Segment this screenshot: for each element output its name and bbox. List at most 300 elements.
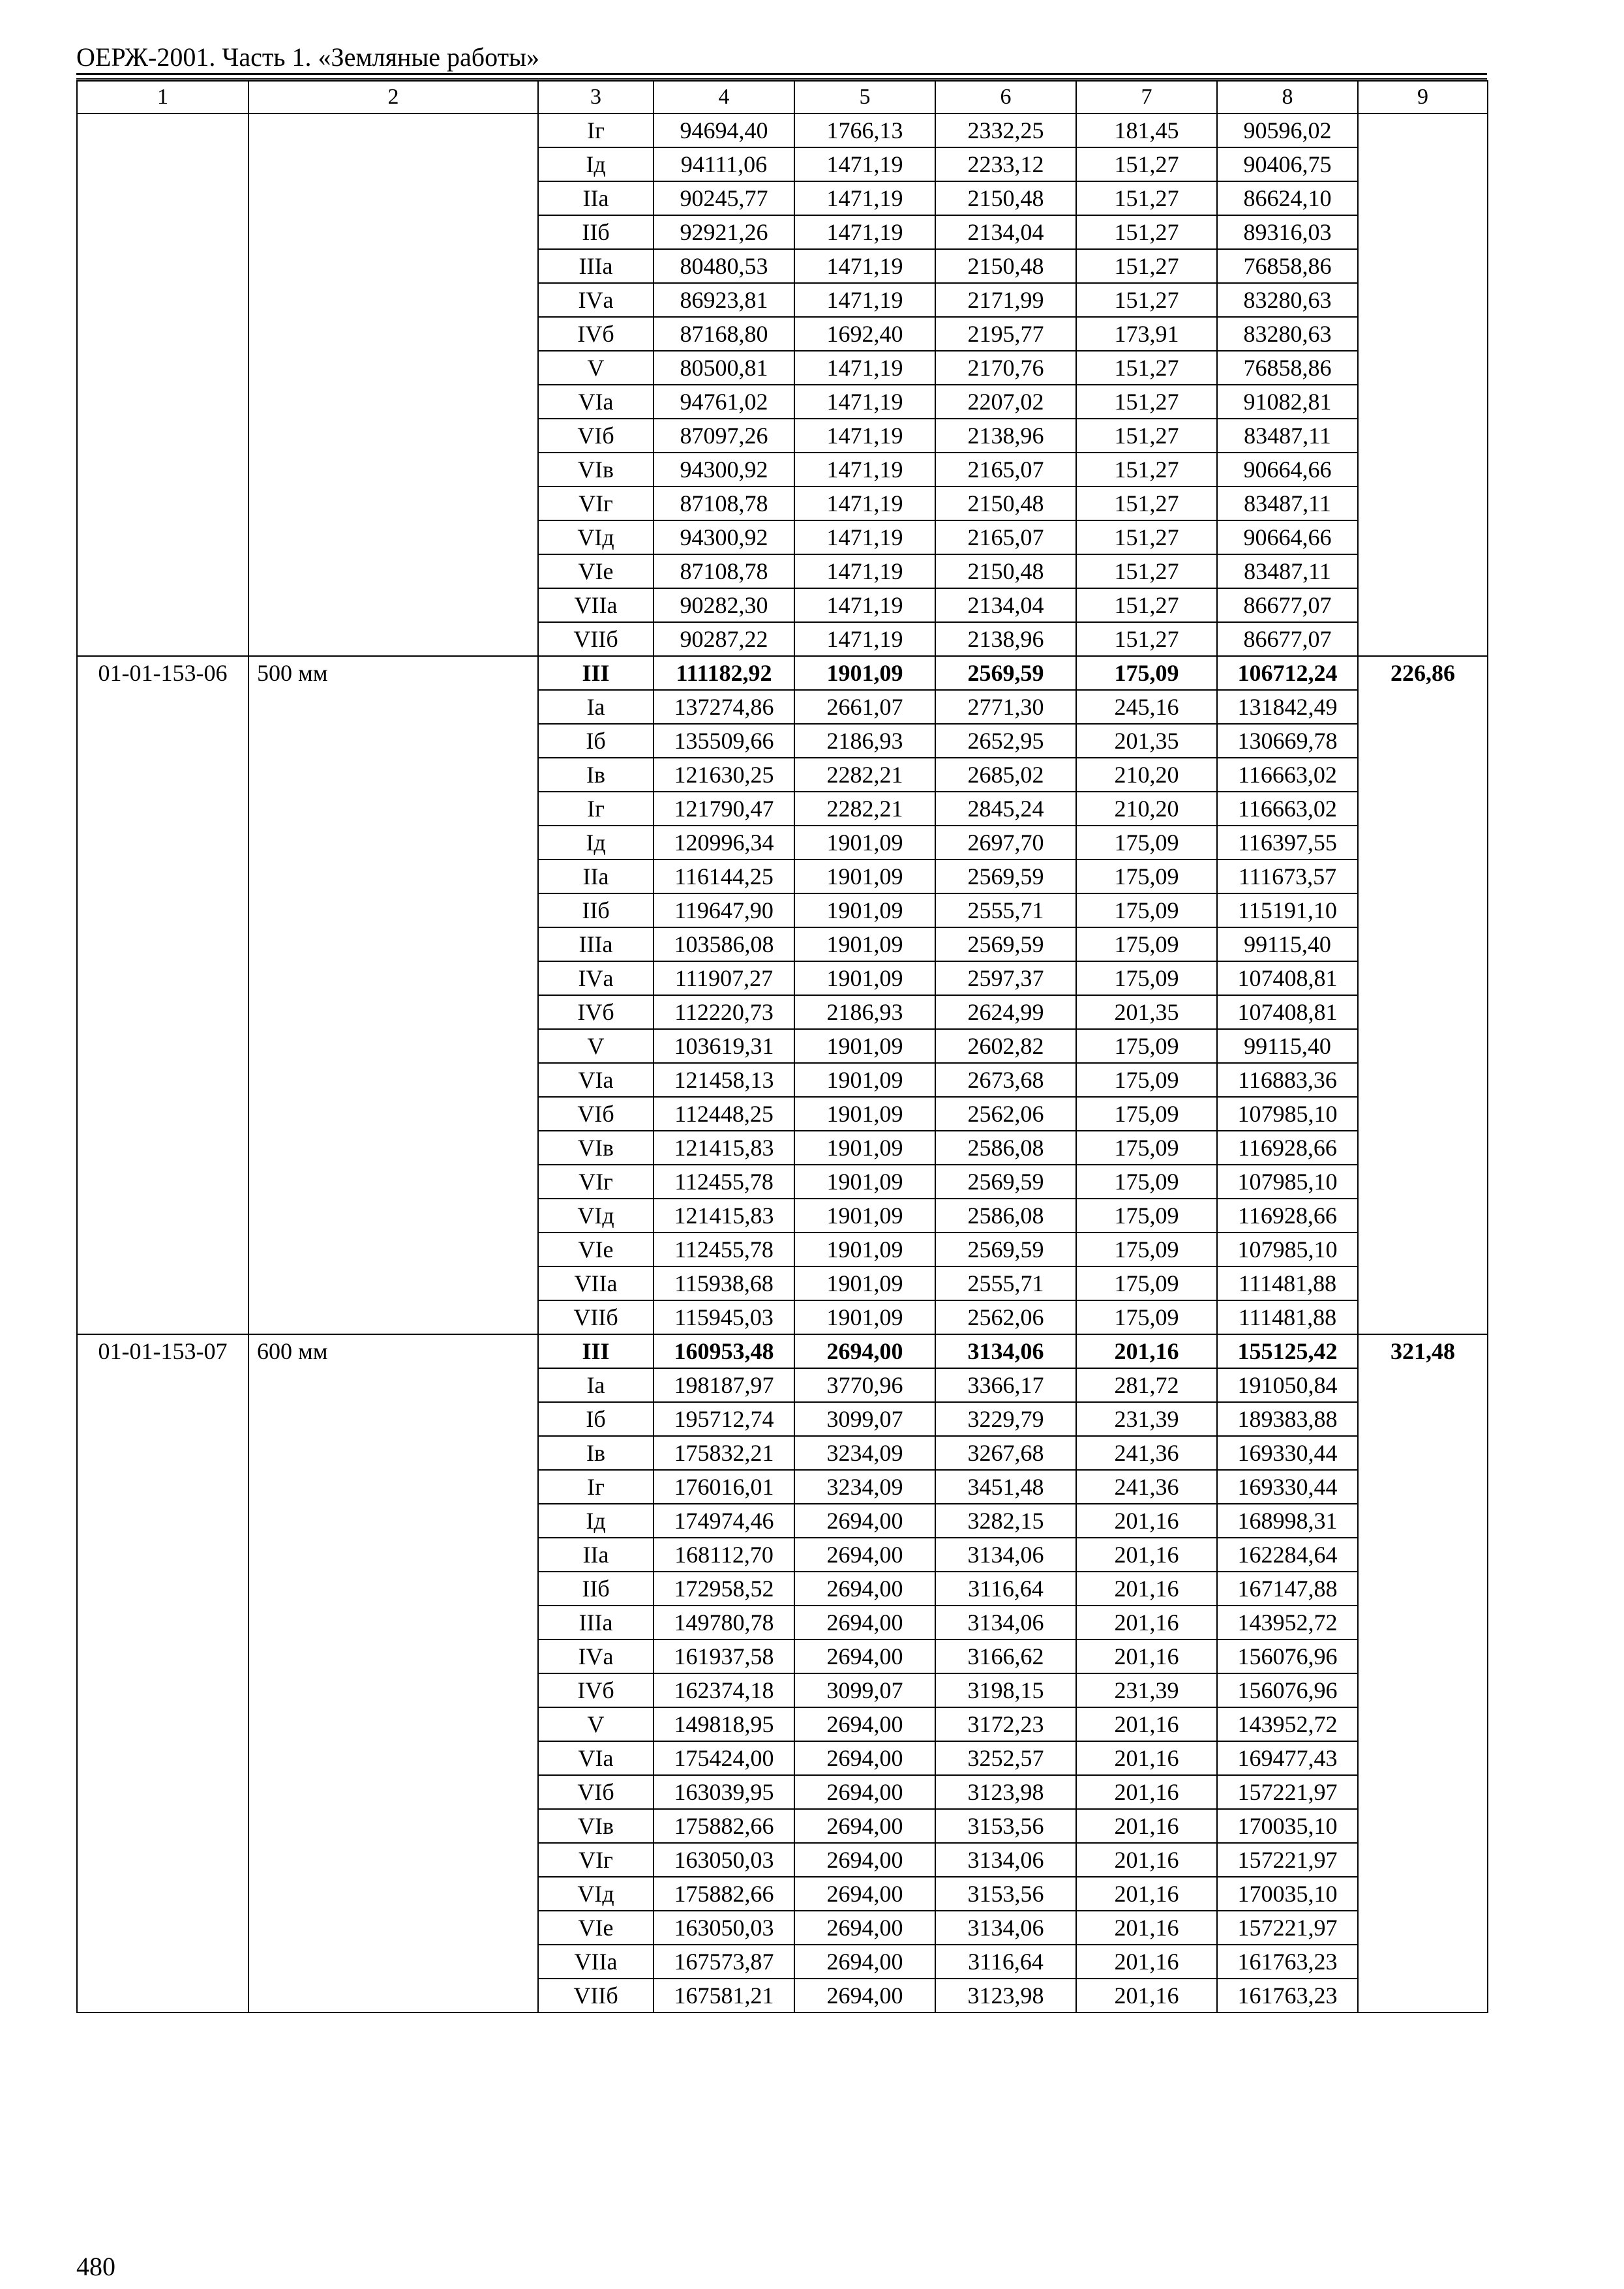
machine-cost-cell: 2555,71 xyxy=(935,893,1076,927)
direct-cost-cell: 175882,66 xyxy=(654,1877,794,1911)
table-row xyxy=(77,1334,1488,1368)
machine-cost-cell: 3123,98 xyxy=(935,1775,1076,1809)
direct-cost-cell: 94300,92 xyxy=(654,520,794,554)
materials-cell: 90664,66 xyxy=(1217,520,1358,554)
machine-cost-cell: 3134,06 xyxy=(935,1538,1076,1572)
materials-cell: 143952,72 xyxy=(1217,1707,1358,1741)
materials-cell: 99115,40 xyxy=(1217,1029,1358,1063)
machinist-wages-cell: 201,35 xyxy=(1076,724,1217,758)
wages-cell: 2186,93 xyxy=(794,995,935,1029)
materials-cell: 116928,66 xyxy=(1217,1199,1358,1233)
wages-cell: 1471,19 xyxy=(794,520,935,554)
materials-cell: 130669,78 xyxy=(1217,724,1358,758)
machine-cost-cell: 3198,15 xyxy=(935,1673,1076,1707)
wages-cell: 1766,13 xyxy=(794,113,935,147)
direct-cost-cell: 121458,13 xyxy=(654,1063,794,1097)
direct-cost-cell: 87108,78 xyxy=(654,486,794,520)
direct-cost-cell: 112448,25 xyxy=(654,1097,794,1131)
wages-cell: 1901,09 xyxy=(794,1266,935,1300)
machine-cost-cell: 2138,96 xyxy=(935,419,1076,453)
soil-group-cell: VIг xyxy=(538,1165,654,1199)
direct-cost-cell: 174974,46 xyxy=(654,1504,794,1538)
machine-cost-cell: 2171,99 xyxy=(935,283,1076,317)
machinist-wages-cell: 175,09 xyxy=(1076,1029,1217,1063)
column-number: 7 xyxy=(1076,81,1217,113)
wages-cell: 1471,19 xyxy=(794,588,935,622)
direct-cost-cell: 115938,68 xyxy=(654,1266,794,1300)
rate-total-cell: 321,48 xyxy=(1358,1334,1488,2012)
soil-group-cell: IIа xyxy=(538,1538,654,1572)
materials-cell: 90406,75 xyxy=(1217,147,1358,181)
soil-group-cell: Iг xyxy=(538,1470,654,1504)
machine-cost-cell: 2233,12 xyxy=(935,147,1076,181)
materials-cell: 131842,49 xyxy=(1217,690,1358,724)
machine-cost-cell: 2562,06 xyxy=(935,1300,1076,1334)
wages-cell: 3099,07 xyxy=(794,1673,935,1707)
machinist-wages-cell: 173,91 xyxy=(1076,317,1217,351)
direct-cost-cell: 90287,22 xyxy=(654,622,794,656)
materials-cell: 86677,07 xyxy=(1217,588,1358,622)
direct-cost-cell: 94111,06 xyxy=(654,147,794,181)
direct-cost-cell: 176016,01 xyxy=(654,1470,794,1504)
soil-group-cell: IIа xyxy=(538,181,654,215)
machine-cost-cell: 3172,23 xyxy=(935,1707,1076,1741)
page-header-title: ОЕРЖ-2001. Часть 1. «Земляные работы» xyxy=(76,42,539,72)
direct-cost-cell: 121790,47 xyxy=(654,792,794,826)
direct-cost-cell: 120996,34 xyxy=(654,826,794,860)
machinist-wages-cell: 201,16 xyxy=(1076,1911,1217,1945)
machine-cost-cell: 2207,02 xyxy=(935,385,1076,419)
machine-cost-cell: 2555,71 xyxy=(935,1266,1076,1300)
materials-cell: 157221,97 xyxy=(1217,1911,1358,1945)
wages-cell: 1471,19 xyxy=(794,385,935,419)
materials-cell: 143952,72 xyxy=(1217,1606,1358,1639)
rate-total-cell: 226,86 xyxy=(1358,656,1488,1334)
materials-cell: 116663,02 xyxy=(1217,792,1358,826)
machinist-wages-cell: 175,09 xyxy=(1076,1300,1217,1334)
soil-group-cell: III xyxy=(538,656,654,690)
machinist-wages-cell: 241,36 xyxy=(1076,1436,1217,1470)
wages-cell: 1471,19 xyxy=(794,283,935,317)
wages-cell: 1471,19 xyxy=(794,486,935,520)
machinist-wages-cell: 201,16 xyxy=(1076,1741,1217,1775)
wages-cell: 1901,09 xyxy=(794,1097,935,1131)
wages-cell: 1471,19 xyxy=(794,181,935,215)
header-rule-bottom xyxy=(76,78,1487,80)
soil-group-cell: Iа xyxy=(538,690,654,724)
soil-group-cell: Iд xyxy=(538,826,654,860)
materials-cell: 116663,02 xyxy=(1217,758,1358,792)
materials-cell: 107985,10 xyxy=(1217,1233,1358,1266)
machinist-wages-cell: 281,72 xyxy=(1076,1368,1217,1402)
wages-cell: 2694,00 xyxy=(794,1504,935,1538)
materials-cell: 111673,57 xyxy=(1217,860,1358,893)
wages-cell: 1901,09 xyxy=(794,860,935,893)
direct-cost-cell: 90245,77 xyxy=(654,181,794,215)
machine-cost-cell: 3116,64 xyxy=(935,1945,1076,1979)
direct-cost-cell: 175832,21 xyxy=(654,1436,794,1470)
soil-group-cell: IIIа xyxy=(538,249,654,283)
materials-cell: 83487,11 xyxy=(1217,554,1358,588)
direct-cost-cell: 112220,73 xyxy=(654,995,794,1029)
machine-cost-cell: 2195,77 xyxy=(935,317,1076,351)
machine-cost-cell: 3153,56 xyxy=(935,1877,1076,1911)
materials-cell: 76858,86 xyxy=(1217,249,1358,283)
machine-cost-cell: 3153,56 xyxy=(935,1809,1076,1843)
machine-cost-cell: 2170,76 xyxy=(935,351,1076,385)
machine-cost-cell: 2697,70 xyxy=(935,826,1076,860)
soil-group-cell: VIв xyxy=(538,1131,654,1165)
soil-group-cell: VIIа xyxy=(538,588,654,622)
machine-cost-cell: 2150,48 xyxy=(935,554,1076,588)
machine-cost-cell: 2602,82 xyxy=(935,1029,1076,1063)
soil-group-cell: VIа xyxy=(538,385,654,419)
page-number: 480 xyxy=(76,2252,115,2281)
rate-name-cell xyxy=(248,113,538,656)
direct-cost-cell: 94761,02 xyxy=(654,385,794,419)
direct-cost-cell: 80480,53 xyxy=(654,249,794,283)
wages-cell: 2694,00 xyxy=(794,1572,935,1606)
soil-group-cell: Iб xyxy=(538,724,654,758)
table-body xyxy=(77,113,1488,2012)
materials-cell: 90664,66 xyxy=(1217,453,1358,486)
materials-cell: 107408,81 xyxy=(1217,961,1358,995)
soil-group-cell: VIе xyxy=(538,554,654,588)
machine-cost-cell: 2332,25 xyxy=(935,113,1076,147)
wages-cell: 1901,09 xyxy=(794,826,935,860)
machinist-wages-cell: 201,16 xyxy=(1076,1843,1217,1877)
materials-cell: 99115,40 xyxy=(1217,927,1358,961)
column-number: 6 xyxy=(935,81,1076,113)
machine-cost-cell: 2673,68 xyxy=(935,1063,1076,1097)
machine-cost-cell: 2685,02 xyxy=(935,758,1076,792)
machine-cost-cell: 2150,48 xyxy=(935,249,1076,283)
wages-cell: 2694,00 xyxy=(794,1775,935,1809)
machinist-wages-cell: 151,27 xyxy=(1076,486,1217,520)
direct-cost-cell: 87108,78 xyxy=(654,554,794,588)
wages-cell: 2694,00 xyxy=(794,1877,935,1911)
soil-group-cell: IIа xyxy=(538,860,654,893)
materials-cell: 83280,63 xyxy=(1217,317,1358,351)
wages-cell: 3770,96 xyxy=(794,1368,935,1402)
soil-group-cell: Iд xyxy=(538,1504,654,1538)
direct-cost-cell: 111907,27 xyxy=(654,961,794,995)
table-row xyxy=(77,656,1488,690)
soil-group-cell: VIд xyxy=(538,1199,654,1233)
wages-cell: 2694,00 xyxy=(794,1843,935,1877)
wages-cell: 3234,09 xyxy=(794,1436,935,1470)
wages-cell: 1901,09 xyxy=(794,1233,935,1266)
wages-cell: 2694,00 xyxy=(794,1945,935,1979)
machinist-wages-cell: 181,45 xyxy=(1076,113,1217,147)
machinist-wages-cell: 201,16 xyxy=(1076,1877,1217,1911)
direct-cost-cell: 86923,81 xyxy=(654,283,794,317)
machinist-wages-cell: 151,27 xyxy=(1076,351,1217,385)
soil-group-cell: VIIа xyxy=(538,1266,654,1300)
machine-cost-cell: 2569,59 xyxy=(935,656,1076,690)
soil-group-cell: VIе xyxy=(538,1233,654,1266)
soil-group-cell: Iг xyxy=(538,113,654,147)
direct-cost-cell: 87168,80 xyxy=(654,317,794,351)
rate-name-cell: 500 мм xyxy=(248,656,538,1334)
materials-cell: 83487,11 xyxy=(1217,486,1358,520)
wages-cell: 1901,09 xyxy=(794,1165,935,1199)
machinist-wages-cell: 175,09 xyxy=(1076,1233,1217,1266)
wages-cell: 1471,19 xyxy=(794,249,935,283)
cost-table xyxy=(76,80,1488,2013)
direct-cost-cell: 135509,66 xyxy=(654,724,794,758)
direct-cost-cell: 90282,30 xyxy=(654,588,794,622)
direct-cost-cell: 80500,81 xyxy=(654,351,794,385)
machinist-wages-cell: 175,09 xyxy=(1076,1266,1217,1300)
wages-cell: 1471,19 xyxy=(794,453,935,486)
wages-cell: 2661,07 xyxy=(794,690,935,724)
machine-cost-cell: 3116,64 xyxy=(935,1572,1076,1606)
machinist-wages-cell: 201,16 xyxy=(1076,1809,1217,1843)
wages-cell: 1901,09 xyxy=(794,1199,935,1233)
machine-cost-cell: 2586,08 xyxy=(935,1131,1076,1165)
machine-cost-cell: 3229,79 xyxy=(935,1402,1076,1436)
machinist-wages-cell: 241,36 xyxy=(1076,1470,1217,1504)
wages-cell: 2282,21 xyxy=(794,792,935,826)
machinist-wages-cell: 151,27 xyxy=(1076,147,1217,181)
machine-cost-cell: 2150,48 xyxy=(935,486,1076,520)
machine-cost-cell: 2569,59 xyxy=(935,927,1076,961)
soil-group-cell: IVб xyxy=(538,1673,654,1707)
wages-cell: 1901,09 xyxy=(794,1131,935,1165)
soil-group-cell: VIд xyxy=(538,1877,654,1911)
soil-group-cell: VIг xyxy=(538,486,654,520)
table-header xyxy=(77,81,1488,113)
column-number: 9 xyxy=(1358,81,1488,113)
direct-cost-cell: 167573,87 xyxy=(654,1945,794,1979)
direct-cost-cell: 175882,66 xyxy=(654,1809,794,1843)
machine-cost-cell: 2652,95 xyxy=(935,724,1076,758)
direct-cost-cell: 160953,48 xyxy=(654,1334,794,1368)
materials-cell: 83487,11 xyxy=(1217,419,1358,453)
machine-cost-cell: 2624,99 xyxy=(935,995,1076,1029)
wages-cell: 1471,19 xyxy=(794,351,935,385)
soil-group-cell: VIв xyxy=(538,1809,654,1843)
machinist-wages-cell: 201,35 xyxy=(1076,995,1217,1029)
direct-cost-cell: 121415,83 xyxy=(654,1199,794,1233)
soil-group-cell: IIб xyxy=(538,1572,654,1606)
direct-cost-cell: 163050,03 xyxy=(654,1911,794,1945)
soil-group-cell: V xyxy=(538,351,654,385)
machine-cost-cell: 2569,59 xyxy=(935,860,1076,893)
materials-cell: 161763,23 xyxy=(1217,1945,1358,1979)
soil-group-cell: V xyxy=(538,1707,654,1741)
wages-cell: 1901,09 xyxy=(794,1029,935,1063)
wages-cell: 1901,09 xyxy=(794,1063,935,1097)
wages-cell: 1471,19 xyxy=(794,622,935,656)
machinist-wages-cell: 151,27 xyxy=(1076,181,1217,215)
materials-cell: 90596,02 xyxy=(1217,113,1358,147)
machinist-wages-cell: 245,16 xyxy=(1076,690,1217,724)
machinist-wages-cell: 201,16 xyxy=(1076,1572,1217,1606)
machinist-wages-cell: 175,09 xyxy=(1076,656,1217,690)
machine-cost-cell: 3134,06 xyxy=(935,1334,1076,1368)
materials-cell: 107985,10 xyxy=(1217,1165,1358,1199)
direct-cost-cell: 161937,58 xyxy=(654,1639,794,1673)
machinist-wages-cell: 175,09 xyxy=(1076,1165,1217,1199)
machine-cost-cell: 3166,62 xyxy=(935,1639,1076,1673)
wages-cell: 2694,00 xyxy=(794,1707,935,1741)
direct-cost-cell: 112455,78 xyxy=(654,1233,794,1266)
machine-cost-cell: 3252,57 xyxy=(935,1741,1076,1775)
machinist-wages-cell: 151,27 xyxy=(1076,453,1217,486)
soil-group-cell: VIа xyxy=(538,1063,654,1097)
direct-cost-cell: 121415,83 xyxy=(654,1131,794,1165)
soil-group-cell: IVа xyxy=(538,961,654,995)
machinist-wages-cell: 201,16 xyxy=(1076,1707,1217,1741)
wages-cell: 2694,00 xyxy=(794,1606,935,1639)
machinist-wages-cell: 231,39 xyxy=(1076,1402,1217,1436)
machine-cost-cell: 3134,06 xyxy=(935,1843,1076,1877)
direct-cost-cell: 198187,97 xyxy=(654,1368,794,1402)
direct-cost-cell: 94300,92 xyxy=(654,453,794,486)
wages-cell: 1901,09 xyxy=(794,1300,935,1334)
machinist-wages-cell: 175,09 xyxy=(1076,927,1217,961)
soil-group-cell: Iв xyxy=(538,1436,654,1470)
machine-cost-cell: 2771,30 xyxy=(935,690,1076,724)
machine-cost-cell: 2138,96 xyxy=(935,622,1076,656)
direct-cost-cell: 167581,21 xyxy=(654,1979,794,2012)
soil-group-cell: VIа xyxy=(538,1741,654,1775)
soil-group-cell: Iа xyxy=(538,1368,654,1402)
soil-group-cell: VIIб xyxy=(538,1979,654,2012)
materials-cell: 115191,10 xyxy=(1217,893,1358,927)
machinist-wages-cell: 231,39 xyxy=(1076,1673,1217,1707)
soil-group-cell: IIб xyxy=(538,893,654,927)
soil-group-cell: VIIа xyxy=(538,1945,654,1979)
wages-cell: 2186,93 xyxy=(794,724,935,758)
machinist-wages-cell: 151,27 xyxy=(1076,588,1217,622)
wages-cell: 3234,09 xyxy=(794,1470,935,1504)
materials-cell: 155125,42 xyxy=(1217,1334,1358,1368)
direct-cost-cell: 116144,25 xyxy=(654,860,794,893)
machine-cost-cell: 3267,68 xyxy=(935,1436,1076,1470)
machinist-wages-cell: 151,27 xyxy=(1076,249,1217,283)
machinist-wages-cell: 151,27 xyxy=(1076,215,1217,249)
materials-cell: 170035,10 xyxy=(1217,1877,1358,1911)
wages-cell: 1692,40 xyxy=(794,317,935,351)
materials-cell: 168998,31 xyxy=(1217,1504,1358,1538)
materials-cell: 116883,36 xyxy=(1217,1063,1358,1097)
wages-cell: 2694,00 xyxy=(794,1741,935,1775)
machinist-wages-cell: 201,16 xyxy=(1076,1606,1217,1639)
soil-group-cell: VIб xyxy=(538,1775,654,1809)
machinist-wages-cell: 175,09 xyxy=(1076,1063,1217,1097)
direct-cost-cell: 149818,95 xyxy=(654,1707,794,1741)
materials-cell: 170035,10 xyxy=(1217,1809,1358,1843)
machinist-wages-cell: 201,16 xyxy=(1076,1639,1217,1673)
wages-cell: 1471,19 xyxy=(794,554,935,588)
materials-cell: 162284,64 xyxy=(1217,1538,1358,1572)
soil-group-cell: V xyxy=(538,1029,654,1063)
machine-cost-cell: 3134,06 xyxy=(935,1606,1076,1639)
soil-group-cell: Iг xyxy=(538,792,654,826)
rate-code-cell: 01-01-153-06 xyxy=(77,656,248,1334)
soil-group-cell: Iб xyxy=(538,1402,654,1436)
column-number: 3 xyxy=(538,81,654,113)
materials-cell: 156076,96 xyxy=(1217,1673,1358,1707)
column-number-row xyxy=(77,81,1488,113)
soil-group-cell: IVа xyxy=(538,1639,654,1673)
rate-total-cell xyxy=(1358,113,1488,656)
machine-cost-cell: 3134,06 xyxy=(935,1911,1076,1945)
rate-name-cell: 600 мм xyxy=(248,1334,538,2012)
direct-cost-cell: 92921,26 xyxy=(654,215,794,249)
machine-cost-cell: 2569,59 xyxy=(935,1233,1076,1266)
soil-group-cell: VIб xyxy=(538,1097,654,1131)
machine-cost-cell: 2134,04 xyxy=(935,215,1076,249)
machinist-wages-cell: 175,09 xyxy=(1076,961,1217,995)
materials-cell: 189383,88 xyxy=(1217,1402,1358,1436)
direct-cost-cell: 175424,00 xyxy=(654,1741,794,1775)
direct-cost-cell: 115945,03 xyxy=(654,1300,794,1334)
machinist-wages-cell: 201,16 xyxy=(1076,1775,1217,1809)
machinist-wages-cell: 201,16 xyxy=(1076,1979,1217,2012)
materials-cell: 107408,81 xyxy=(1217,995,1358,1029)
machinist-wages-cell: 175,09 xyxy=(1076,893,1217,927)
soil-group-cell: VIд xyxy=(538,520,654,554)
direct-cost-cell: 163050,03 xyxy=(654,1843,794,1877)
column-number: 2 xyxy=(248,81,538,113)
soil-group-cell: VIе xyxy=(538,1911,654,1945)
materials-cell: 156076,96 xyxy=(1217,1639,1358,1673)
wages-cell: 2282,21 xyxy=(794,758,935,792)
wages-cell: 2694,00 xyxy=(794,1334,935,1368)
materials-cell: 169330,44 xyxy=(1217,1470,1358,1504)
materials-cell: 157221,97 xyxy=(1217,1775,1358,1809)
direct-cost-cell: 103619,31 xyxy=(654,1029,794,1063)
machine-cost-cell: 2165,07 xyxy=(935,520,1076,554)
materials-cell: 111481,88 xyxy=(1217,1266,1358,1300)
column-number: 4 xyxy=(654,81,794,113)
machine-cost-cell: 2150,48 xyxy=(935,181,1076,215)
machinist-wages-cell: 175,09 xyxy=(1076,1199,1217,1233)
machine-cost-cell: 3451,48 xyxy=(935,1470,1076,1504)
machinist-wages-cell: 175,09 xyxy=(1076,826,1217,860)
column-number: 1 xyxy=(77,81,248,113)
machinist-wages-cell: 151,27 xyxy=(1076,554,1217,588)
wages-cell: 2694,00 xyxy=(794,1809,935,1843)
direct-cost-cell: 149780,78 xyxy=(654,1606,794,1639)
soil-group-cell: IVб xyxy=(538,995,654,1029)
soil-group-cell: VIб xyxy=(538,419,654,453)
header-rule-top xyxy=(76,73,1487,75)
machinist-wages-cell: 210,20 xyxy=(1076,758,1217,792)
wages-cell: 1901,09 xyxy=(794,961,935,995)
direct-cost-cell: 119647,90 xyxy=(654,893,794,927)
materials-cell: 89316,03 xyxy=(1217,215,1358,249)
machine-cost-cell: 3123,98 xyxy=(935,1979,1076,2012)
wages-cell: 1901,09 xyxy=(794,927,935,961)
soil-group-cell: VIв xyxy=(538,453,654,486)
machinist-wages-cell: 210,20 xyxy=(1076,792,1217,826)
wages-cell: 2694,00 xyxy=(794,1979,935,2012)
machinist-wages-cell: 151,27 xyxy=(1076,283,1217,317)
column-number: 5 xyxy=(794,81,935,113)
materials-cell: 111481,88 xyxy=(1217,1300,1358,1334)
materials-cell: 169330,44 xyxy=(1217,1436,1358,1470)
direct-cost-cell: 112455,78 xyxy=(654,1165,794,1199)
wages-cell: 1471,19 xyxy=(794,419,935,453)
materials-cell: 116928,66 xyxy=(1217,1131,1358,1165)
wages-cell: 3099,07 xyxy=(794,1402,935,1436)
machinist-wages-cell: 201,16 xyxy=(1076,1945,1217,1979)
